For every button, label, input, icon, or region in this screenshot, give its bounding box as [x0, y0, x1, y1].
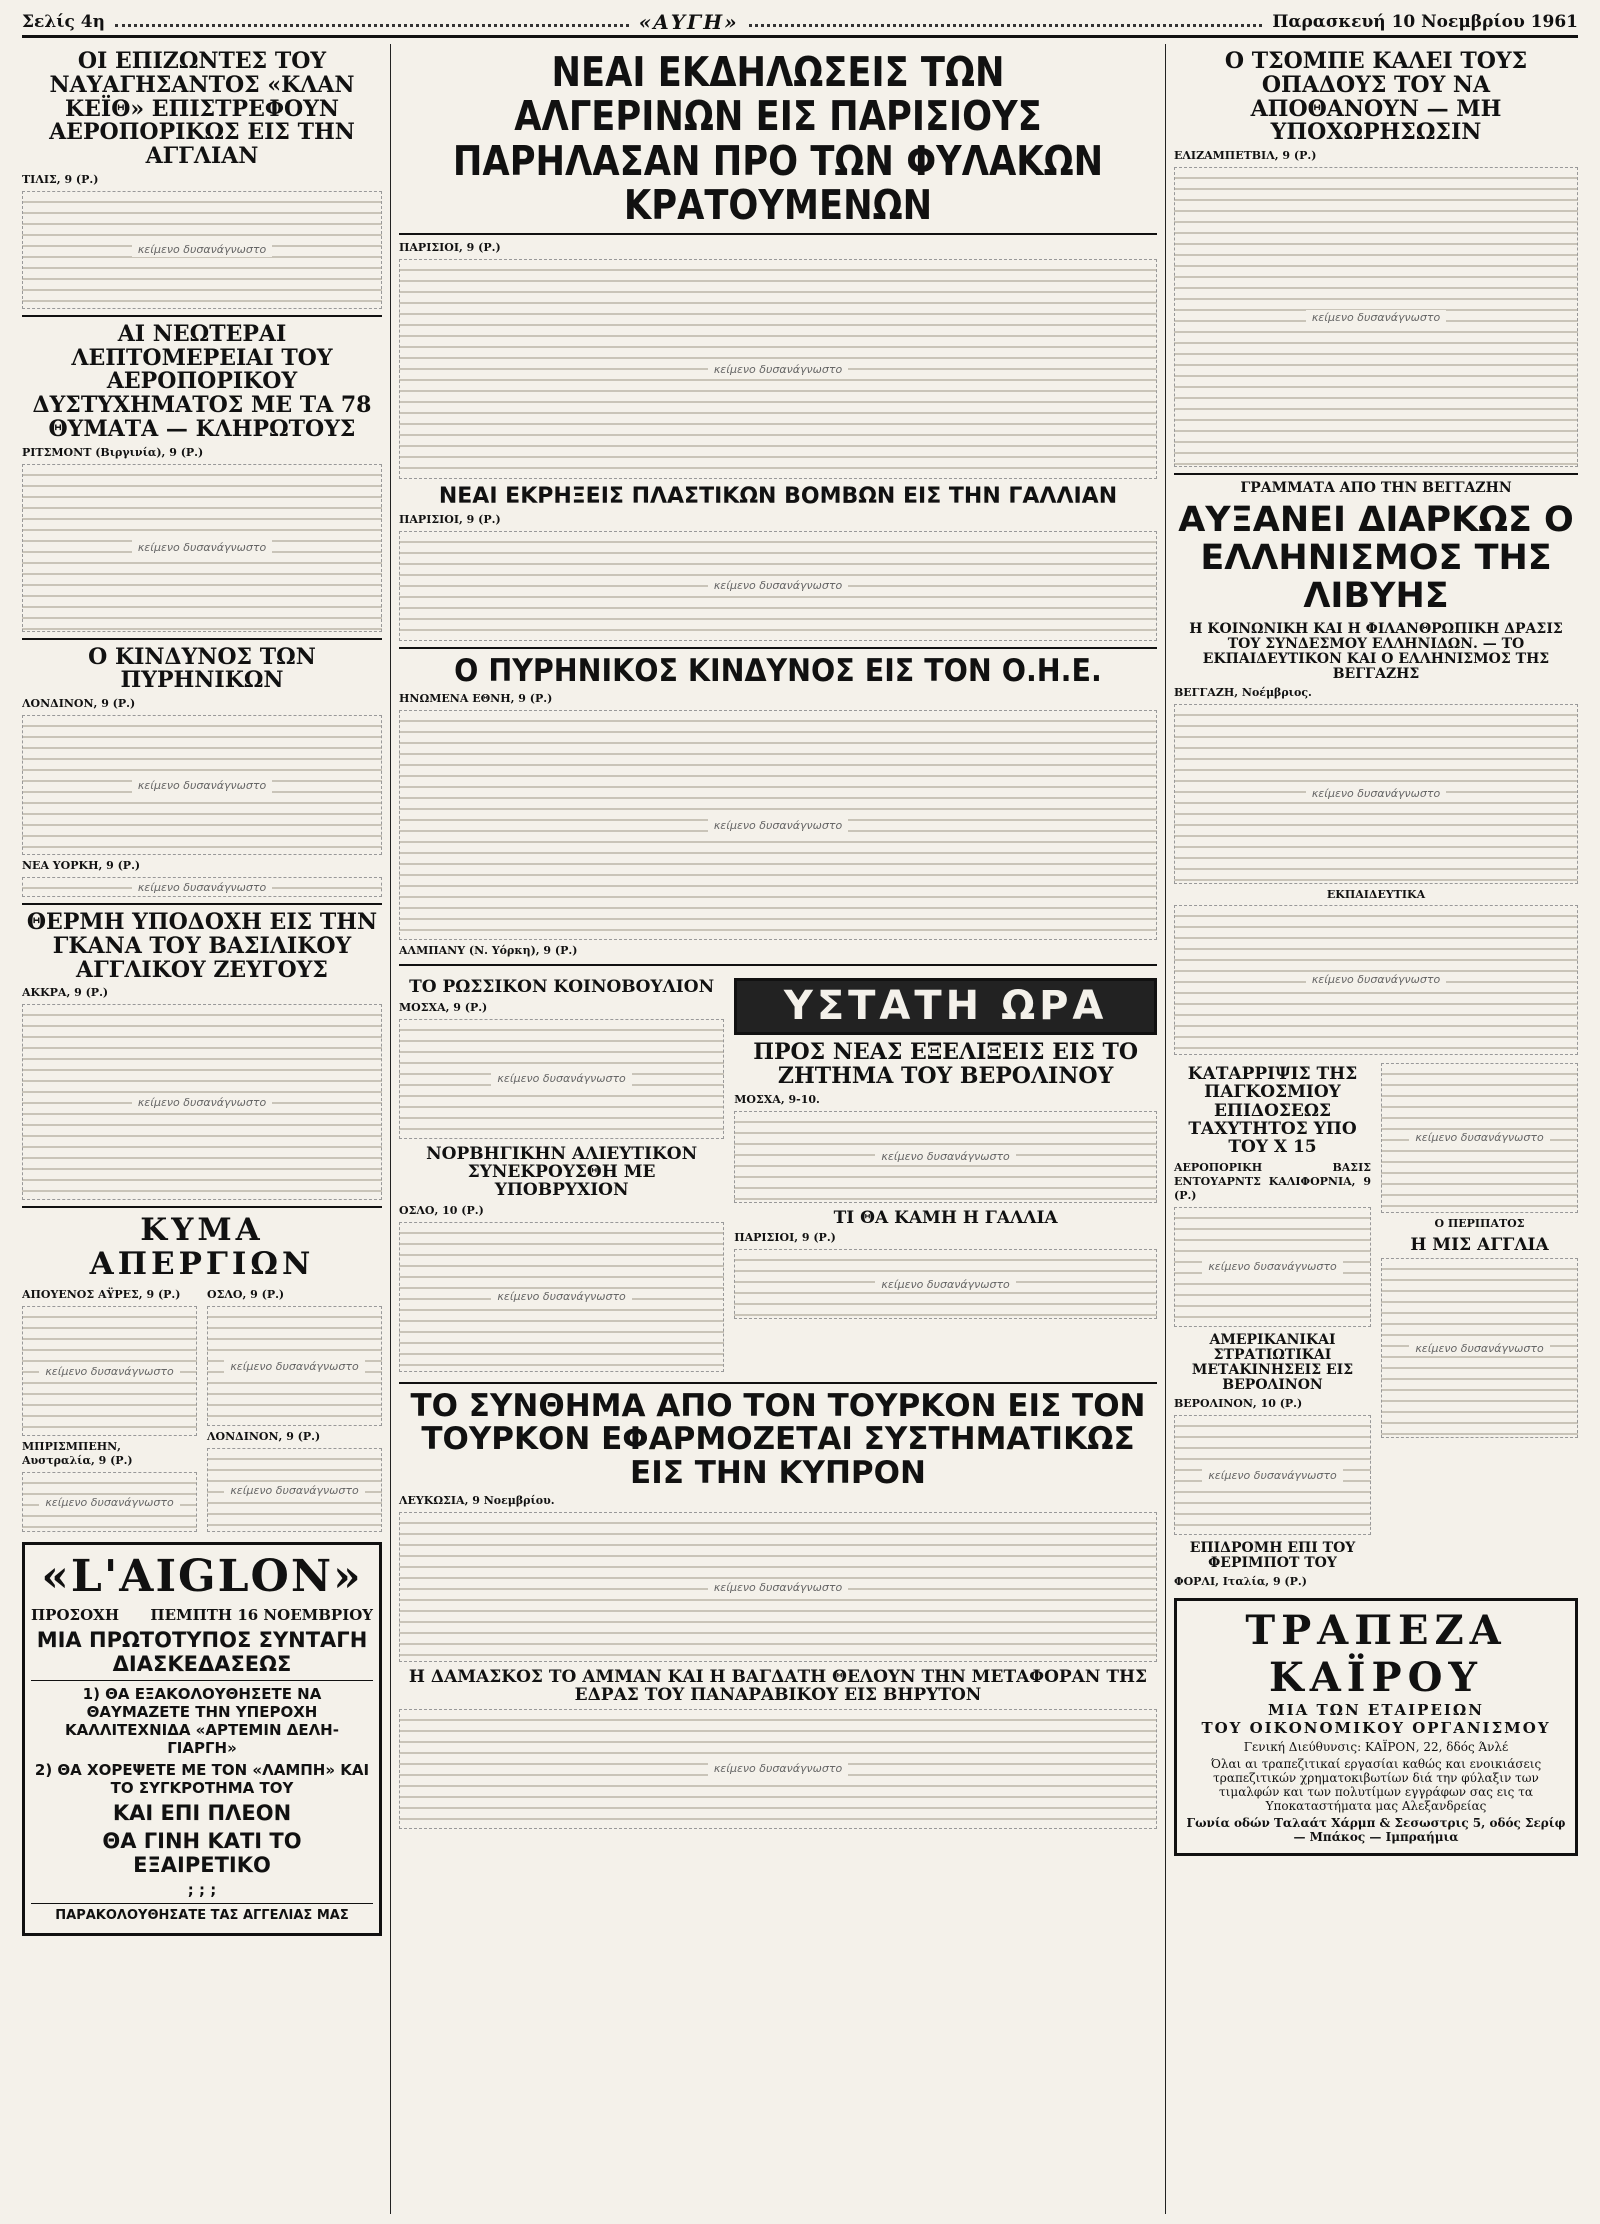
headline-strike-wave: ΚΥΜΑ ΑΠΕΡΓΙΩΝ [89, 1212, 315, 1282]
headline-nuclear-un: Ο ΠΥΡΗΝΙΚΟΣ ΚΙΝΔΥΝΟΣ ΕΙΣ ΤΟΝ Ο.Η.Ε. [454, 652, 1102, 689]
column-left [22, 44, 390, 2214]
bank-headquarters: Γενική Διεύθυνσις: ΚΑΪΡΟΝ, 22, δδός Άνλέ [1243, 1740, 1509, 1755]
dateline: ΜΟΣΧΑ, 9 (Ρ.) [399, 1000, 488, 1014]
bank-subtitle-1: ΜΙΑ ΤΩΝ ΕΤΑΙΡΕΙΩΝ [1268, 1701, 1484, 1720]
illegible-block: κείμενο δυσανάγνωστο [22, 1472, 197, 1532]
headline-cyprus: ΤΟ ΣΥΝΘΗΜΑ ΑΠΟ ΤΟΝ ΤΟΥΡΚΟΝ ΕΙΣ ΤΟΝ ΤΟΥΡΚΟΝ ΕΦΑΡΜΟΖΕΤΑΙ ΣΥΣΤΗΜΑΤΙΚΩΣ ΕΙΣ ΤΗΝ ΚΥΠΡΟΝ [410, 1387, 1146, 1491]
headline-survivors: ΟΙ ΕΠΙΖΩΝΤΕΣ ΤΟΥ ΝΑΥΑΓΗΣΑΝΤΟΣ «ΚΛΑΝ ΚΕΪΘ» ΕΠΙΣΤΡΕΦΟΥΝ ΑΕΡΟΠΟΡΙΚΩΣ ΕΙΣ ΤΗΝ ΑΓΓΛΙΑΝ [49, 48, 355, 169]
divider [22, 1206, 382, 1208]
bank-title: ΤΡΑΠΕΖΑ ΚΑΪΡΟΥ [1245, 1607, 1507, 1702]
headline-world-record: ΚΑΤΑΡΡΙΨΙΣ ΤΗΣ ΠΑΓΚΟΣΜΙΟΥ ΕΠΙΔΟΣΕΩΣ ΤΑΧΥΤΗΤΟΣ ΥΠΟ ΤΟΥ Χ 15 [1187, 1063, 1358, 1158]
bank-subtitle-2: ΤΟΥ ΟΙΚΟΝΟΜΙΚΟΥ ΟΡΓΑΝΙΣΜΟΥ [1201, 1719, 1551, 1738]
divider [22, 903, 382, 905]
advertisement-aiglon [22, 1542, 382, 1936]
illegible-block: κείμενο δυσανάγνωστο [734, 1249, 1157, 1319]
masthead [22, 8, 1578, 38]
illegible-block: κείμενο δυσανάγνωστο [399, 1512, 1157, 1662]
bank-address: Γωνία οδών Ταλαάτ Χάρμπ & Σεσωστρις 5, οδός Σερίφ — Μπάκος — Ιμπραήμια [1186, 1816, 1566, 1845]
illegible-block: κείμενο δυσανάγνωστο [22, 464, 382, 632]
right-split [1174, 1059, 1578, 1592]
ad-marks: ; ; ; [187, 1881, 217, 1900]
illegible-block: κείμενο δυσανάγνωστο [399, 259, 1157, 479]
column-right [1165, 44, 1578, 2214]
dateline: ΕΛΙΖΑΜΠΕΤΒΙΛ, 9 (Ρ.) [1174, 149, 1317, 162]
dateline: ΑΛΜΠΑΝΥ (Ν. Υόρκη), 9 (Ρ.) [399, 944, 578, 958]
dateline: ΠΑΡΙΣΙΟΙ, 9 (Ρ.) [399, 241, 501, 255]
dateline: ΝΕΑ ΥΟΡΚΗ, 9 (Ρ.) [22, 859, 141, 872]
center-split [399, 972, 1157, 1375]
dateline: ΦΟΡΛΙ, Ιταλία, 9 (Ρ.) [1174, 1575, 1307, 1589]
dateline: ΒΕΡΟΛΙΝΟΝ, 10 (Ρ.) [1174, 1397, 1303, 1411]
center-right [734, 972, 1157, 1375]
subhead-education: ΕΚΠΑΙΔΕΥΤΙΚΑ [1326, 887, 1426, 901]
divider [22, 638, 382, 640]
illegible-block: κείμενο δυσανάγνωστο [1174, 704, 1578, 884]
illegible-block: κείμενο δυσανάγνωστο [22, 1004, 382, 1200]
illegible-block: κείμενο δυσανάγνωστο [1174, 1207, 1371, 1327]
right-split-right [1381, 1059, 1578, 1592]
dateline: ΤΙΛΙΣ, 9 (Ρ.) [22, 172, 99, 186]
masthead-rule [749, 17, 1263, 27]
illegible-block: κείμενο δυσανάγνωστο [22, 877, 382, 897]
banner-last-hour: ΥΣΤΑΤΗ ΩΡΑ [734, 978, 1157, 1035]
divider [31, 1903, 373, 1904]
illegible-block: κείμενο δυσανάγνωστο [1381, 1063, 1578, 1213]
headline-france: ΤΙ ΘΑ ΚΑΜΗ Η ΓΑΛΛΙΑ [833, 1207, 1058, 1228]
illegible-block: κείμενο δυσανάγνωστο [399, 1019, 724, 1139]
kicker-benghazi: ΓΡΑΜΜΑΤΑ ΑΠΟ ΤΗΝ ΒΕΓΓΑΖΗΝ [1240, 480, 1512, 496]
ad-line-3: ΚΑΙ ΕΠΙ ΠΛΕΟΝ [112, 1801, 292, 1826]
masthead-rule [115, 17, 629, 27]
ad-footer: ΠΑΡΑΚΟΛΟΥΘΗΣΑΤΕ ΤΑΣ ΑΓΓΕΛΙΑΣ ΜΑΣ [55, 1908, 349, 1924]
dateline: ΟΣΛΟ, 9 (Ρ.) [207, 1288, 285, 1302]
article-nuclear-danger [22, 697, 382, 711]
illegible-block: κείμενο δυσανάγνωστο [399, 1222, 724, 1372]
illegible-block: κείμενο δυσανάγνωστο [1174, 905, 1578, 1055]
headline-ferry-raid: ΕΠΙΔΡΟΜΗ ΕΠΙ ΤΟΥ ΦΕΡΙΜΠΟΤ ΤΟΥ [1189, 1540, 1356, 1572]
column-center [390, 44, 1165, 2214]
subhead-libya: Η ΚΟΙΝΩΝΙΚΗ ΚΑΙ Η ΦΙΛΑΝΘΡΩΠΙΚΗ ΔΡΑΣΙΣ ΤΟΥ ΣΥΝΔΕΣΜΟΥ ΕΛΛΗΝΙΔΩΝ. — ΤΟ ΕΚΠΑΙΔΕΥΤΙΚΟΝ ΚΑΙ Ο ΕΛΛΗΝΙΣΜΟΣ ΤΗΣ ΒΕΓΓΑΖΗΣ [1189, 620, 1563, 682]
ad-headline: ΜΙΑ ΠΡΩΤΟΤΥΠΟΣ ΣΥΝΤΑΓΗ ΔΙΑΣΚΕΔΑΣΕΩΣ [36, 1628, 368, 1677]
headline-air-crash: ΑΙ ΝΕΩΤΕΡΑΙ ΛΕΠΤΟΜΕΡΕΙΑΙ ΤΟΥ ΑΕΡΟΠΟΡΙΚΟΥ ΔΥΣΤΥΧΗΜΑΤΟΣ ΜΕ ΤΑ 78 ΘΥΜΑΤΑ — ΚΛΗΡΩΤΟΥΣ [32, 320, 372, 442]
headline-us-berlin: ΑΜΕΡΙΚΑΝΙΚΑΙ ΣΤΡΑΤΙΩΤΙΚΑΙ ΜΕΤΑΚΙΝΗΣΕΙΣ ΕΙΣ ΒΕΡΟΛΙΝΟΝ [1191, 1331, 1354, 1394]
illegible-block: κείμενο δυσανάγνωστο [399, 710, 1157, 940]
divider [31, 1680, 373, 1681]
dateline: ΜΟΣΧΑ, 9-10. [734, 1092, 820, 1106]
ad-label-left: ΠΡΟΣΟΧΗ [31, 1606, 119, 1625]
illegible-block: κείμενο δυσανάγνωστο [22, 715, 382, 855]
divider [399, 647, 1157, 649]
illegible-block: κείμενο δυσανάγνωστο [22, 1306, 197, 1436]
illegible-block: κείμενο δυσανάγνωστο [399, 1709, 1157, 1829]
dateline: ΛΟΝΔΙΝΟΝ, 9 (Ρ.) [207, 1430, 321, 1444]
ad-line-4: ΘΑ ΓΙΝΗ ΚΑΤΙ ΤΟ ΕΞΑΙΡΕΤΙΚΟ [102, 1829, 302, 1878]
divider [1174, 473, 1578, 475]
subhead-walk: Ο ΠΕΡΙΠΑΤΟΣ [1434, 1216, 1525, 1230]
dateline: ΑΠΟΥΕΝΟΣ ΑΫΡΕΣ, 9 (Ρ.) [22, 1288, 181, 1302]
headline-nuclear-danger: Ο ΚΙΝΔΥΝΟΣ ΤΩΝ ΠΥΡΗΝΙΚΩΝ [88, 643, 316, 694]
bank-body: Όλαι αι τραπεζιτικαί εργασίαι καθώς και ενοικιάσεις τραπεζιτικών χρηματοκιβωτίων διά την φύλαξιν των τιμαλφών και των πολυτίμων εγγράφων σας εις τα Υποκαταστήματα μας Αλεξανδρείας [1210, 1757, 1542, 1814]
headline-damascus: Η ΔΑΜΑΣΚΟΣ ΤΟ ΑΜΜΑΝ ΚΑΙ Η ΒΑΓΔΑΤΗ ΘΕΛΟΥΝ ΤΗΝ ΜΕΤΑΦΟΡΑΝ ΤΗΣ ΕΔΡΑΣ ΤΟΥ ΠΑΝΑΡΑΒΙΚΟΥ ΕΙΣ ΒΗΡΥΤΟΝ [408, 1667, 1148, 1706]
illegible-block: κείμενο δυσανάγνωστο [1174, 1415, 1371, 1535]
article-nuclear-danger-ny [22, 859, 382, 873]
headline-norway-trawler: ΝΟΡΒΗΓΙΚΗΝ ΑΛΙΕΥΤΙΚΟΝ ΣΥΝΕΚΡΟΥΣΘΗ ΜΕ ΥΠΟΒΡΥΧΙΟΝ [426, 1143, 698, 1201]
headline-ghana-visit: ΘΕΡΜΗ ΥΠΟΔΟΧΗ ΕΙΣ ΤΗΝ ΓΚΑΝΑ ΤΟΥ ΒΑΣΙΛΙΚΟΥ ΑΓΓΛΙΚΟΥ ΖΕΥΓΟΥΣ [26, 909, 378, 983]
dateline: ΜΠΡΙΣΜΠΕΗΝ, Αυστραλία, 9 (Ρ.) [22, 1440, 133, 1468]
dateline: ΑΚΚΡΑ, 9 (Ρ.) [22, 986, 109, 1000]
dateline: ΡΙΤΣΜΟΝΤ (Βιργινία), 9 (Ρ.) [22, 445, 204, 459]
ad-title: «L'AIGLON» [41, 1551, 363, 1603]
headline-tshombe: Ο ΤΣΟΜΠΕ ΚΑΛΕΙ ΤΟΥΣ ΟΠΑΔΟΥΣ ΤΟΥ ΝΑ ΑΠΟΘΑΝΟΥΝ — ΜΗ ΥΠΟΧΩΡΗΣΩΣΙΝ [1224, 48, 1528, 146]
dateline: ΑΕΡΟΠΟΡΙΚΗ ΒΑΣΙΣ ΕΝΤΟΥΑΡΝΤΣ ΚΑΛΙΦΟΡΝΙΑ, 9 (Ρ.) [1174, 1160, 1371, 1202]
headline-berlin-developments: ΠΡΟΣ ΝΕΑΣ ΕΞΕΛΙΞΕΙΣ ΕΙΣ ΤΟ ΖΗΤΗΜΑ ΤΟΥ ΒΕΡΟΛΙΝΟΥ [753, 1039, 1138, 1090]
headline-libya-hellenism: ΑΥΞΑΝΕΙ ΔΙΑΡΚΩΣ Ο ΕΛΛΗΝΙΣΜΟΣ ΤΗΣ ΛΙΒΥΗΣ [1178, 500, 1574, 616]
headline-soviet-parliament: ΤΟ ΡΩΣΣΙΚΟΝ ΚΟΙΝΟΒΟΥΛΙΟΝ [409, 977, 715, 998]
dateline: ΛΟΝΔΙΝΟΝ, 9 (Ρ.) [22, 697, 136, 710]
paper-name: «ΑΥΓΗ» [638, 9, 739, 34]
dateline: ΛΕΥΚΩΣΙΑ, 9 Νοεμβρίου. [399, 1494, 555, 1508]
strike-subcolumns [22, 1285, 382, 1536]
divider [399, 233, 1157, 235]
dateline: ΟΣΛΟ, 10 (Ρ.) [399, 1203, 484, 1217]
headline-miss-england: Η ΜΙΣ ΑΓΓΛΙΑ [1410, 1234, 1549, 1255]
illegible-block: κείμενο δυσανάγνωστο [734, 1111, 1157, 1203]
issue-date: Παρασκευή 10 Νοεμβρίου 1961 [1272, 11, 1578, 32]
dateline: ΒΕΓΓΑΖΗ, Νοέμβριος. [1174, 685, 1312, 699]
illegible-block: κείμενο δυσανάγνωστο [207, 1306, 382, 1426]
strike-col-b [207, 1285, 382, 1536]
headline-algerians-paris: ΝΕΑΙ ΕΚΔΗΛΩΣΕΙΣ ΤΩΝ ΑΛΓΕΡΙΝΩΝ ΕΙΣ ΠΑΡΙΣΙΟΥΣ ΠΑΡΗΛΑΣΑΝ ΠΡΟ ΤΩΝ ΦΥΛΑΚΩΝ ΚΡΑΤΟΥΜΕΝΩΝ [452, 48, 1104, 229]
ad-label-row [31, 1606, 373, 1624]
ad-line-1: 1) ΘΑ ΕΞΑΚΟΛΟΥΘΗΣΕΤΕ ΝΑ ΘΑΥΜΑΖΕΤΕ ΤΗΝ ΥΠΕΡΟΧΗ ΚΑΛΛΙΤΕΧΝΙΔΑ «ΑΡΤΕΜΙΝ ΔΕΛΗ-ΓΙΑΡΓΗ» [65, 1685, 339, 1758]
article-ghana-visit [22, 986, 382, 1000]
advertisement-bank-cairo [1174, 1598, 1578, 1856]
right-split-left [1174, 1059, 1371, 1592]
headline-plastic-bombs: ΝΕΑΙ ΕΚΡΗΞΕΙΣ ΠΛΑΣΤΙΚΩΝ ΒΟΜΒΩΝ ΕΙΣ ΤΗΝ ΓΑΛΛΙΑΝ [438, 484, 1118, 510]
article-air-crash [22, 446, 382, 460]
dateline: ΗΝΩΜΕΝΑ ΕΘΝΗ, 9 (Ρ.) [399, 692, 553, 706]
divider [22, 315, 382, 317]
ad-label-right: ΠΕΜΠΤΗ 16 ΝΟΕΜΒΡΙΟΥ [150, 1606, 373, 1625]
article-survivors [22, 173, 382, 187]
dateline: ΠΑΡΙΣΙΟΙ, 9 (Ρ.) [399, 512, 501, 526]
illegible-block: κείμενο δυσανάγνωστο [207, 1448, 382, 1532]
center-left [399, 972, 724, 1375]
ad-line-2: 2) ΘΑ ΧΟΡΕΨΕΤΕ ΜΕ ΤΟΝ «ΛΑΜΠΗ» ΚΑΙ ΤΟ ΣΥΓΚΡΟΤΗΜΑ ΤΟΥ [34, 1761, 370, 1798]
divider [399, 1382, 1157, 1384]
illegible-block: κείμενο δυσανάγνωστο [399, 531, 1157, 641]
illegible-block: κείμενο δυσανάγνωστο [1174, 167, 1578, 467]
page-number: Σελίς 4η [22, 11, 105, 32]
strike-col-a [22, 1285, 197, 1536]
dateline: ΠΑΡΙΣΙΟΙ, 9 (Ρ.) [734, 1231, 836, 1245]
illegible-block: κείμενο δυσανάγνωστο [1381, 1258, 1578, 1438]
divider [399, 964, 1157, 966]
illegible-block: κείμενο δυσανάγνωστο [22, 191, 382, 309]
